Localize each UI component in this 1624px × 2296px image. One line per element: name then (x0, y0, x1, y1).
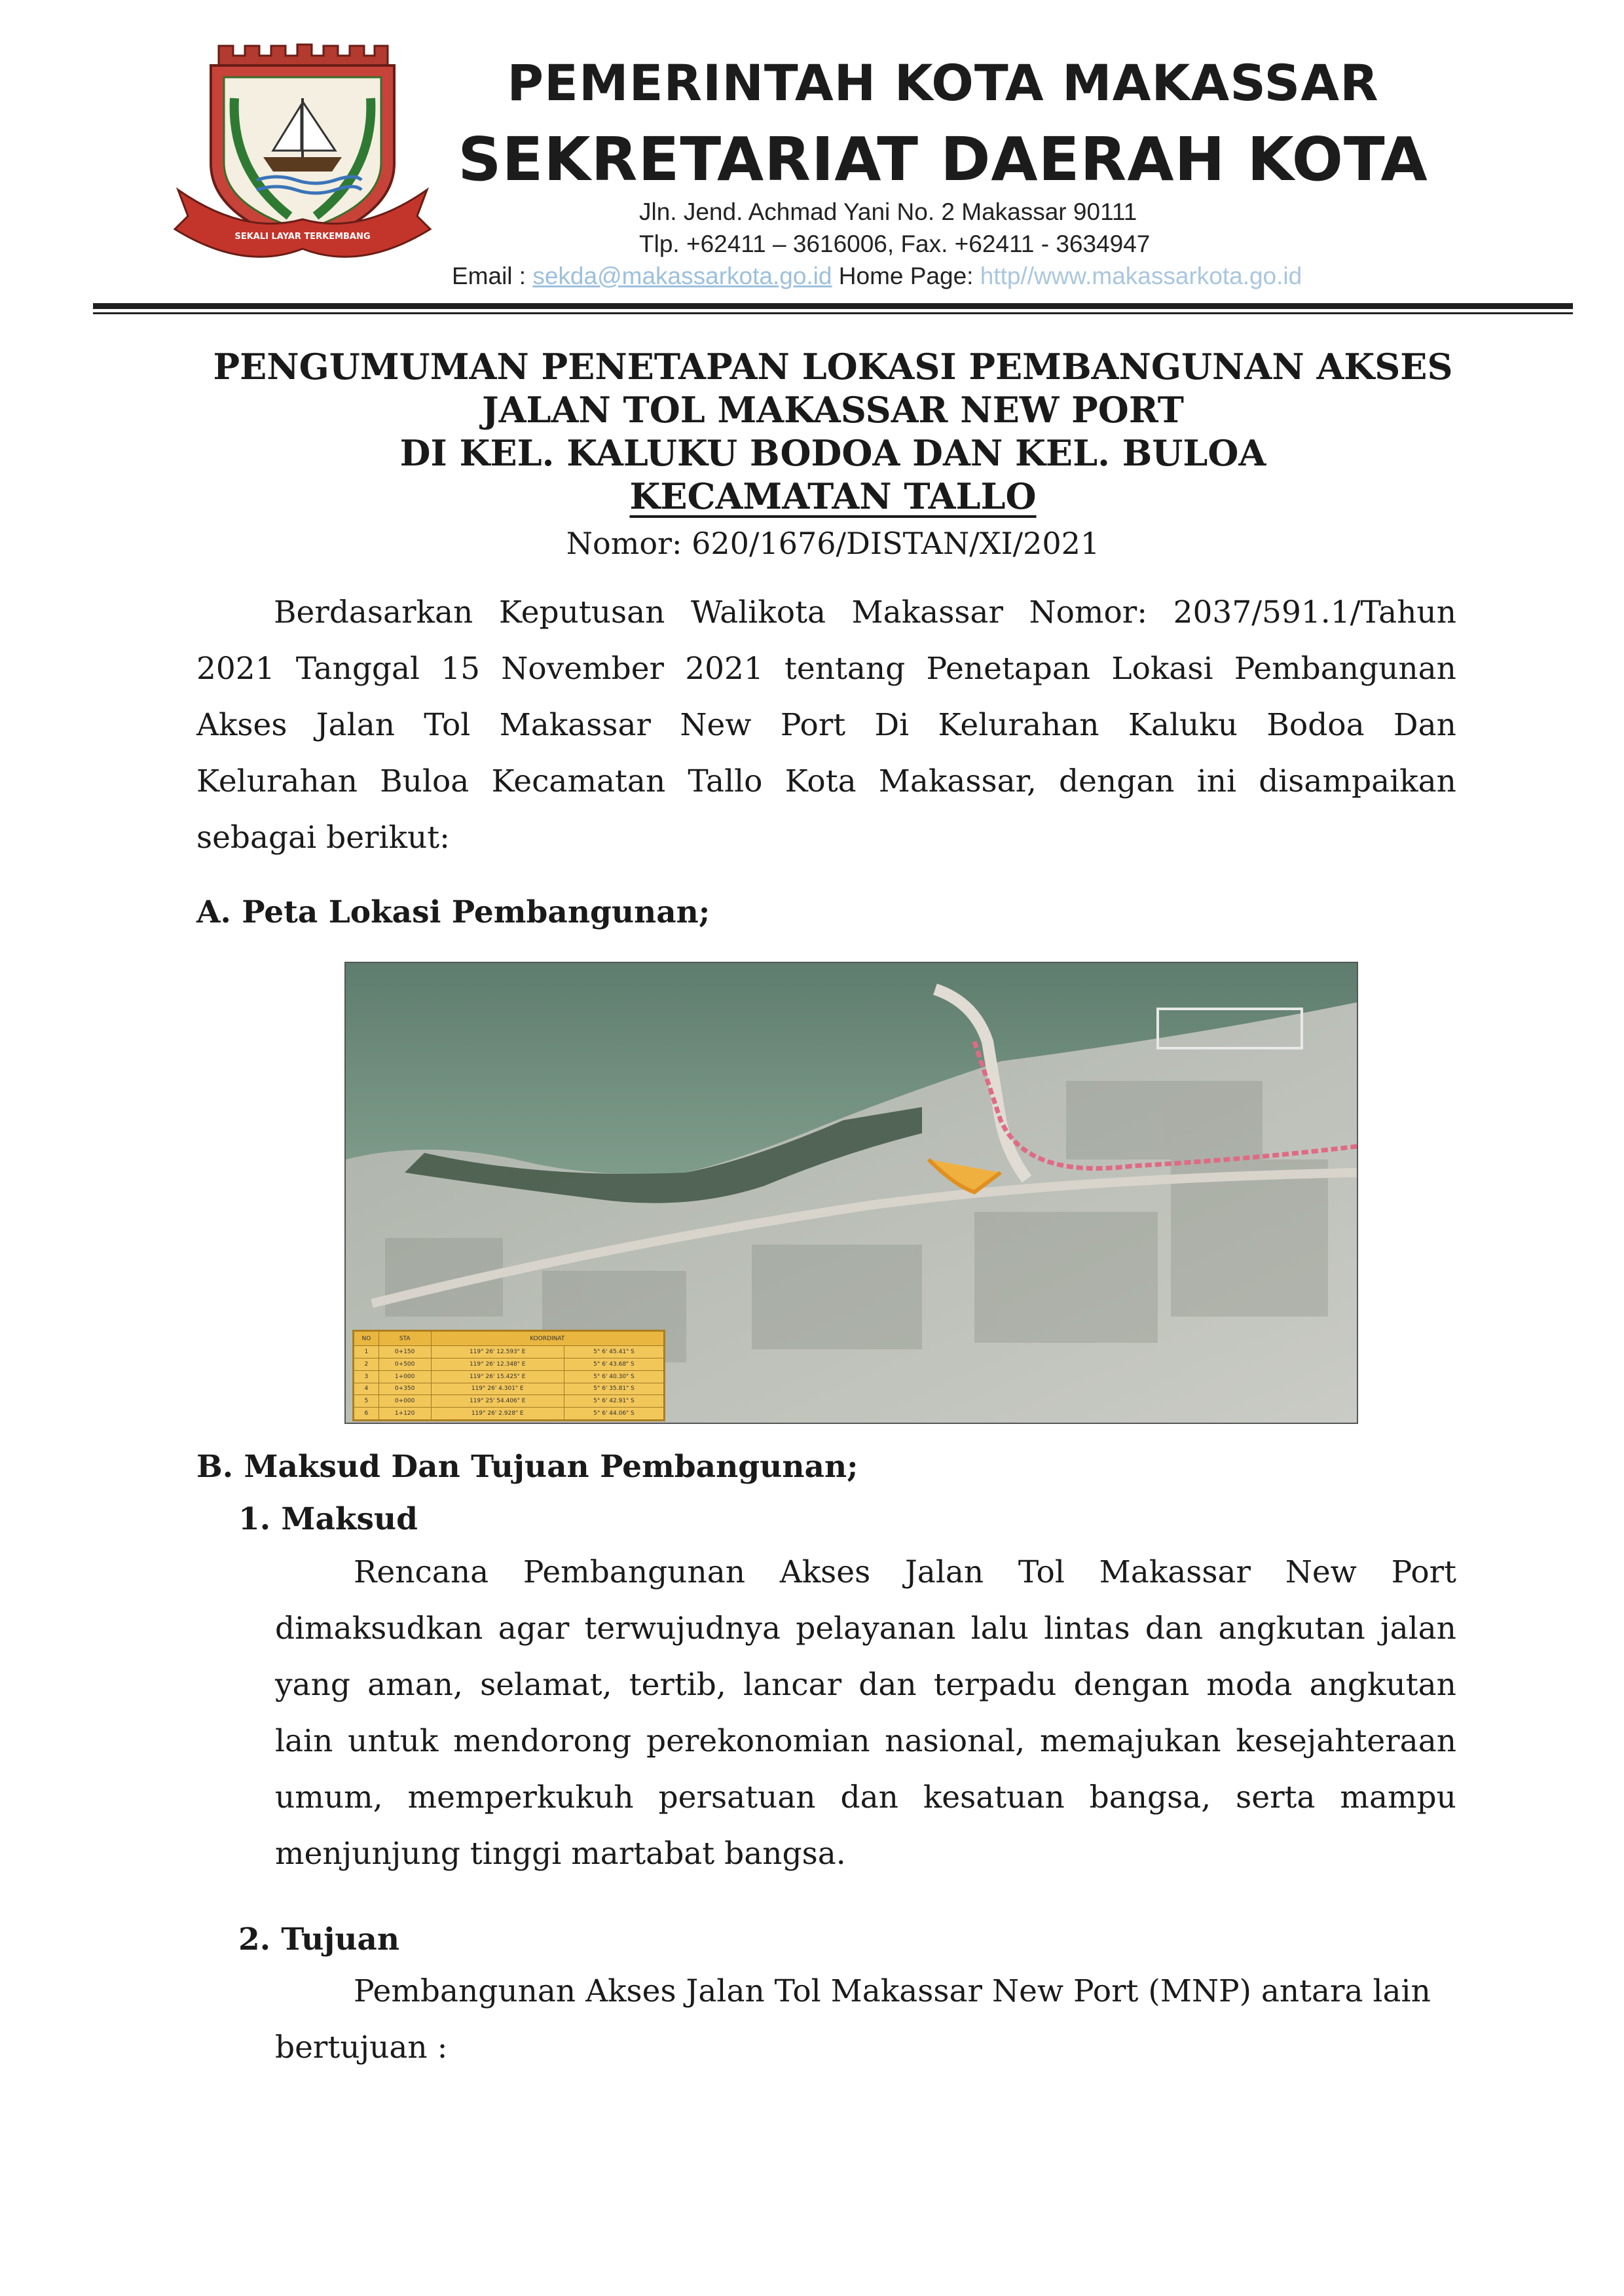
intro-line (196, 820, 450, 856)
word: yang (275, 1667, 350, 1703)
letterhead-divider-thick (93, 303, 1573, 309)
table-row (354, 1346, 664, 1358)
word: Di (874, 707, 910, 743)
table-cell: 3 (354, 1370, 379, 1383)
word: terpadu (933, 1667, 1057, 1703)
word: 2037/591.1/Tahun (1173, 594, 1456, 630)
word: Berdasarkan (274, 594, 473, 630)
city-emblem-logo (172, 20, 434, 282)
word: Tol (424, 707, 471, 743)
word: Kelurahan (938, 707, 1099, 743)
intro-line (274, 594, 1456, 630)
tujuan-line (275, 2030, 447, 2066)
table-cell: 5° 6' 43.68" S (564, 1358, 663, 1371)
word: nasional, (885, 1723, 1025, 1759)
word: dan (1145, 1611, 1204, 1647)
table-row (354, 1408, 664, 1420)
word: umum, (275, 1779, 383, 1815)
word: moda (1206, 1667, 1293, 1703)
word: Makassar (851, 594, 1003, 630)
word: dengan (1073, 1667, 1190, 1703)
word: bangsa, (1089, 1779, 1211, 1815)
coordinate-table (352, 1330, 665, 1421)
word: dengan (1059, 763, 1175, 799)
table-cell: 5 (354, 1395, 379, 1408)
table-cell: 0+350 (378, 1383, 431, 1395)
word: Makassar (1099, 1554, 1251, 1590)
word: memperkukuh (407, 1779, 634, 1815)
word: November (501, 651, 664, 687)
word: dan (858, 1667, 917, 1703)
table-cell: 2 (354, 1358, 379, 1371)
email-link[interactable]: sekda@makassarkota.go.id (532, 263, 832, 289)
word: Lokasi (1111, 651, 1213, 687)
table-cell: 5° 6' 44.06" S (564, 1408, 663, 1420)
word: lalu (970, 1611, 1029, 1647)
table-cell: 5° 6' 45.41" S (564, 1346, 663, 1358)
word: perekonomian (646, 1723, 870, 1759)
word: mampu (1340, 1779, 1456, 1815)
table-row (354, 1370, 664, 1383)
word: Kaluku (1128, 707, 1238, 743)
word: lintas (1044, 1611, 1130, 1647)
maksud-heading: 1. Maksud (238, 1501, 418, 1537)
word: Pembangunan Akses Jalan Tol Makassar New Port (MNP) antara lain (354, 1973, 1431, 2009)
table-cell: 5° 6' 35.81" S (564, 1383, 663, 1395)
word: Keputusan (498, 594, 665, 630)
word: Akses (779, 1554, 871, 1590)
intro-line (196, 707, 1456, 743)
tujuan-line (354, 1973, 1431, 2009)
coordinate-table-grid (354, 1331, 664, 1420)
word: tertib, (629, 1667, 726, 1703)
word: 2021 (196, 651, 275, 687)
coordinate-table-header: NO (354, 1332, 379, 1346)
document-number: Nomor: 620/1676/DISTAN/XI/2021 (566, 526, 1100, 561)
word: disampaikan (1259, 763, 1456, 799)
word: Port (780, 707, 846, 743)
word: Kota (784, 763, 857, 799)
title-line-3: DI KEL. KALUKU BODOA DAN KEL. BULOA (399, 432, 1266, 474)
word: Bodoa (1266, 707, 1365, 743)
word: mendorong (453, 1723, 632, 1759)
table-cell: 119° 26' 12.348" E (431, 1358, 564, 1371)
word: Jalan (316, 707, 395, 743)
table-cell: 6 (354, 1408, 379, 1420)
table-cell: 119° 26' 2.928" E (431, 1408, 564, 1420)
letterhead-phone: Tlp. +62411 – 3616006, Fax. +62411 - 3634947 (639, 230, 1151, 257)
table-cell: 119° 26' 4.301" E (431, 1383, 564, 1395)
word: 15 (441, 651, 481, 687)
word: Kecamatan (491, 763, 666, 799)
word: agar (498, 1611, 570, 1647)
word: lain (275, 1723, 333, 1759)
table-cell: 5° 6' 40.30" S (564, 1370, 663, 1383)
word: lancar (743, 1667, 842, 1703)
word: Rencana (354, 1554, 489, 1590)
word: angkutan (1218, 1611, 1365, 1647)
title-line-1: PENGUMUMAN PENETAPAN LOKASI PEMBANGUNAN AKSES (213, 346, 1453, 388)
word: memajukan (1040, 1723, 1221, 1759)
word: Pembangunan (1234, 651, 1456, 687)
word: Walikota (691, 594, 826, 630)
word: Jalan (904, 1554, 984, 1590)
word: New (680, 707, 752, 743)
table-row (354, 1395, 664, 1408)
coordinate-table-header: STA (378, 1332, 431, 1346)
maksud-line (275, 1723, 1456, 1759)
maksud-line (275, 1667, 1456, 1703)
section-b-heading: B. Maksud Dan Tujuan Pembangunan; (196, 1449, 858, 1485)
letterhead-address: Jln. Jend. Achmad Yani No. 2 Makassar 90111 (639, 198, 1137, 225)
section-a-heading: A. Peta Lokasi Pembangunan; (196, 894, 710, 930)
word: Tallo (688, 763, 763, 799)
title-line-4 (92, 475, 1574, 517)
table-cell: 5° 6' 42.91" S (564, 1395, 663, 1408)
word: Nomor: (1029, 594, 1148, 630)
word: serta (1236, 1779, 1316, 1815)
letterhead-contact (452, 263, 1302, 290)
svg-text:SEKALI LAYAR TERKEMBANG: SEKALI LAYAR TERKEMBANG (234, 232, 371, 242)
table-cell: 119° 25' 54.406" E (431, 1395, 564, 1408)
word: Akses (196, 707, 287, 743)
word: Makassar (499, 707, 652, 743)
word: Penetapan (926, 651, 1091, 687)
letterhead-divider-thin (93, 312, 1573, 314)
word: Port (1391, 1554, 1456, 1590)
word: Pembangunan (523, 1554, 746, 1590)
table-cell: 1+120 (378, 1408, 431, 1420)
coordinate-table-header: KOORDINAT (431, 1332, 664, 1346)
word: dimaksudkan (275, 1611, 483, 1647)
intro-line (196, 763, 1456, 799)
homepage-label: Home Page: (838, 263, 974, 289)
word: Tol (1018, 1554, 1065, 1590)
email-label: Email : (452, 263, 526, 289)
table-cell: 4 (354, 1383, 379, 1395)
word: angkutan (1309, 1667, 1456, 1703)
word: ini (1196, 763, 1237, 799)
word: Makassar, (878, 763, 1037, 799)
word: tentang (784, 651, 906, 687)
maksud-line (354, 1554, 1456, 1590)
maksud-line (275, 1779, 1456, 1815)
table-cell: 1+000 (378, 1370, 431, 1383)
word: sebagai berikut: (196, 820, 450, 856)
word: untuk (348, 1723, 439, 1759)
word: terwujudnya (584, 1611, 781, 1647)
table-cell: 119° 26' 12.593" E (431, 1346, 564, 1358)
word: kesatuan (923, 1779, 1065, 1815)
letterhead-government-name: PEMERINTAH KOTA MAKASSAR (507, 54, 1379, 112)
table-cell: 119° 26' 15.425" E (431, 1370, 564, 1383)
table-row (354, 1383, 664, 1395)
tujuan-heading: 2. Tujuan (238, 1922, 400, 1958)
maksud-line (275, 1836, 846, 1872)
title-line-2: JALAN TOL MAKASSAR NEW PORT (482, 389, 1184, 431)
word: selamat, (480, 1667, 612, 1703)
word: bertujuan : (275, 2030, 448, 2066)
intro-line (196, 651, 1456, 687)
word: persatuan (658, 1779, 816, 1815)
table-cell: 0+000 (378, 1395, 431, 1408)
word: New (1285, 1554, 1357, 1590)
word: kesejahteraan (1236, 1723, 1456, 1759)
table-cell: 0+150 (378, 1346, 431, 1358)
table-cell: 0+500 (378, 1358, 431, 1371)
word: Tanggal (295, 651, 420, 687)
maksud-line (275, 1611, 1456, 1647)
homepage-link[interactable]: http//www.makassarkota.go.id (980, 263, 1302, 289)
letterhead-office-name: SEKRETARIAT DAERAH KOTA (458, 124, 1428, 194)
word: 2021 (685, 651, 764, 687)
word: dan (840, 1779, 898, 1815)
table-row (354, 1358, 664, 1371)
title-district: KECAMATAN TALLO (629, 475, 1037, 517)
word: menjunjung tinggi martabat bangsa. (275, 1836, 846, 1872)
table-cell: 1 (354, 1346, 379, 1358)
word: pelayanan (796, 1611, 956, 1647)
word: aman, (367, 1667, 463, 1703)
word: Buloa (380, 763, 470, 799)
word: Dan (1393, 707, 1456, 743)
word: Kelurahan (196, 763, 358, 799)
word: jalan (1380, 1611, 1456, 1647)
